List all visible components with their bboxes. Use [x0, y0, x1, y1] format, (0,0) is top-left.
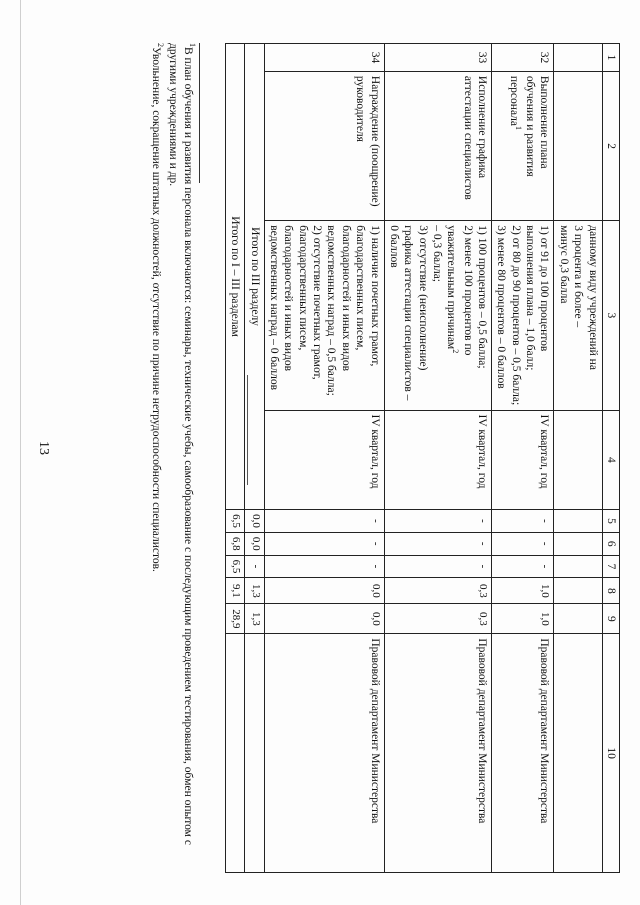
header-cell: 5 — [602, 510, 619, 533]
footnote-2: $^2$Увольнение, сокращение штатных должностей, отсутствие по причине нетрудоспособности специалистов. — [150, 43, 166, 572]
header-cell: 8 — [602, 578, 619, 604]
separator-line — [247, 375, 248, 485]
header-cell: 7 — [602, 555, 619, 578]
header-cell: 9 — [602, 604, 619, 634]
footnote-1: $^1$В план обучения и развития персонала включаются: семинары, технические учебы, самообразование с последующим проведением тестирования, обмен опытом с другими учреждениями и др. — [167, 43, 197, 845]
header-cell: 3 — [602, 221, 619, 410]
continuation-cell: данному виду учреждений на 3 процента и более – минус 0,3 балла — [554, 221, 602, 410]
header-row — [602, 44, 619, 873]
rotated-content — [20, 35, 620, 885]
header-cell: 10 — [602, 634, 619, 873]
footnotes — [149, 43, 200, 863]
header-cell: 4 — [602, 410, 619, 510]
page-number: 13 — [36, 441, 51, 455]
header-cell: 1 — [602, 44, 619, 72]
total-all-row: Итого по I – III разделам 6,5 6,8 6,5 9,1 28,9 — [225, 44, 244, 873]
table-row: 33 Исполнение графика аттестации специалистов 1) 100 процентов – 0,5 балла; 2) менее 100 процентов по уважительным причинам$^2$ – 0,3 балла; 3) отсутствие (неисполнение) графика аттестации специалистов – 0 баллов IV квартал, год - - - 0,3 0,3 Правовой департамент Министерства — [384, 44, 491, 873]
total-section-row: Итого по III разделу 0,0 0,0 - 1,3 1,3 — [245, 44, 264, 873]
table-row: 32 Выполнение плана обучения и развития персонала$^1$ 1) от 91 до 100 процентов выполнения плана – 1,0 балл; 2) от 80 до 90 процентов – 0,5 балла; 3) менее 80 процентов – 0 баллов IV квартал, год - - - 1,0 1,0 Правовой департамент Министерства — [492, 44, 555, 873]
footnote-rule — [199, 43, 200, 183]
header-cell: 2 — [602, 71, 619, 220]
criteria-table — [225, 43, 620, 873]
continuation-row — [554, 44, 602, 873]
header-cell: 6 — [602, 532, 619, 555]
table-row: 34 Награждение (поощрение) руководителя 1) наличие почетных грамот, благодарственных писем, благодарностей и иных видов ведомственных наград – 0,5 балла; 2) отсутствие почетных грамот, благодарственных писем, благодарностей и иных видов ведомственных наград – 0 баллов IV квартал, год - - - 0,0 0,0 Правовой департамент Министерства — [264, 44, 384, 873]
